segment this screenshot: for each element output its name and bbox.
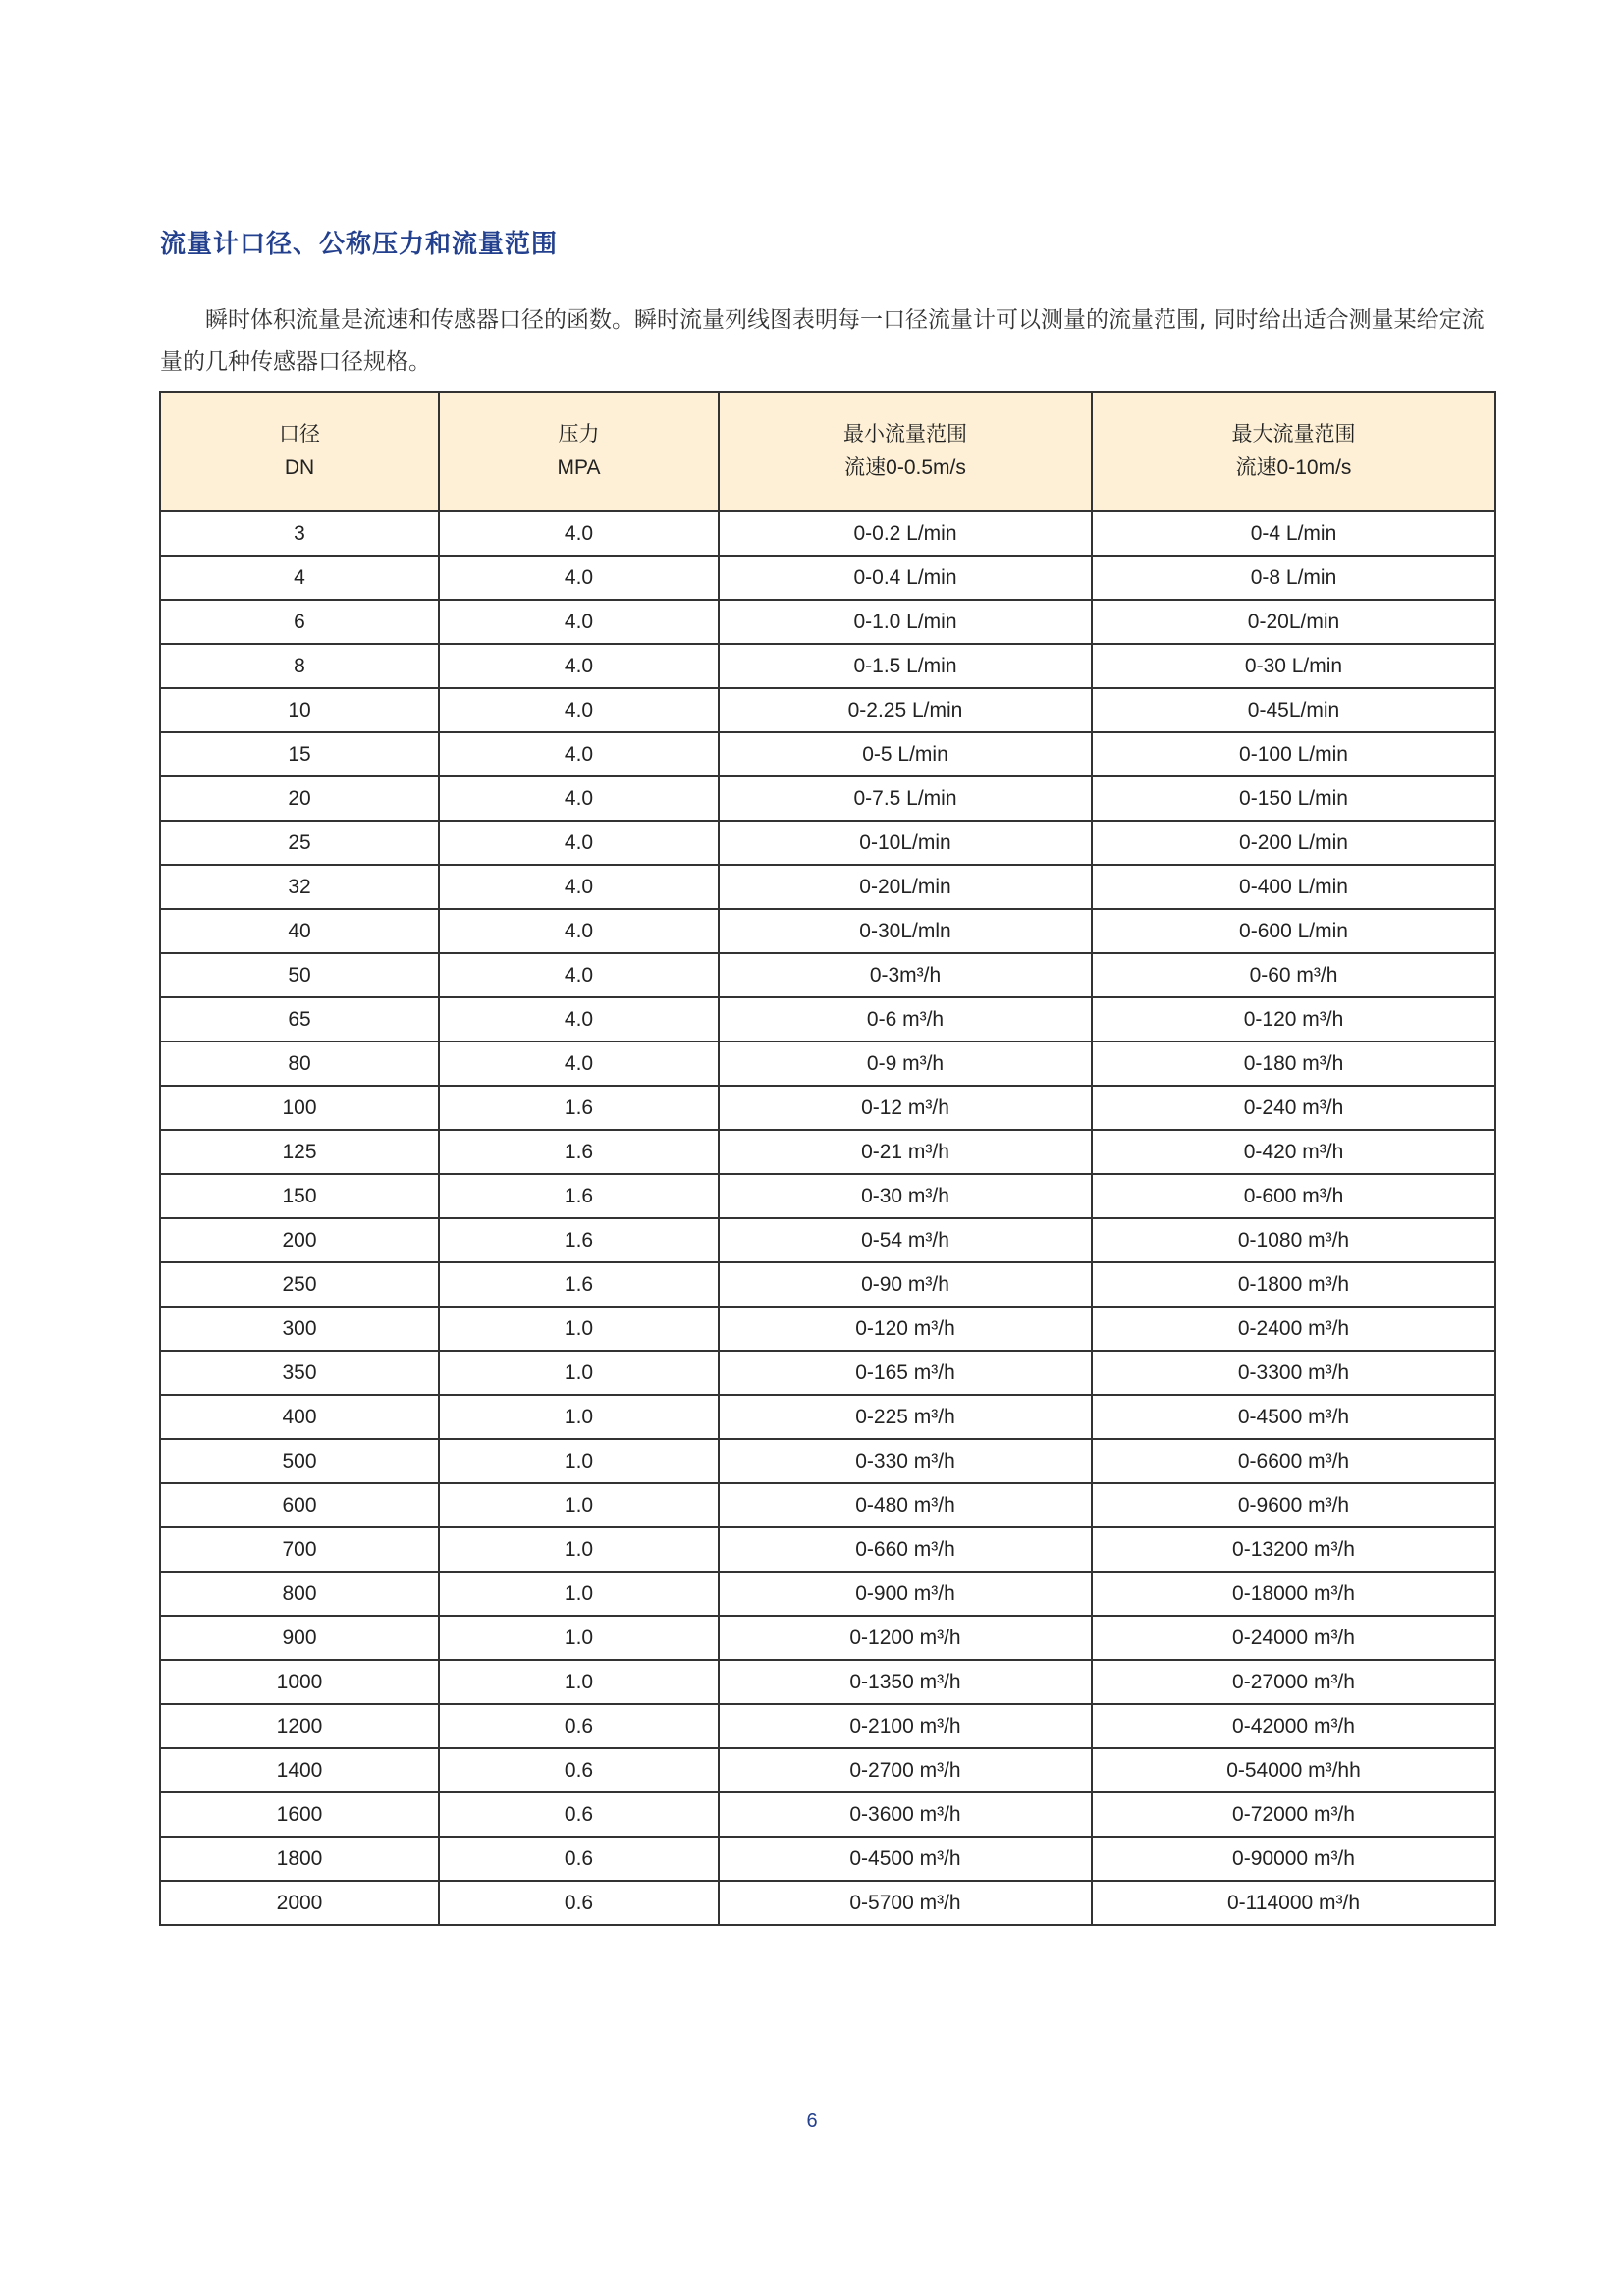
cell-min-flow: 0-20L/min <box>719 865 1092 909</box>
cell-diameter: 4 <box>160 556 439 600</box>
table-row <box>160 1660 1495 1704</box>
cell-diameter: 600 <box>160 1483 439 1527</box>
table-row <box>160 821 1495 865</box>
cell-max-flow: 0-18000 m³/h <box>1092 1572 1495 1616</box>
cell-pressure: 0.6 <box>439 1704 719 1748</box>
cell-pressure: 1.6 <box>439 1218 719 1262</box>
header-line2: 流速0-10m/s <box>1235 456 1352 479</box>
table-row <box>160 1792 1495 1837</box>
cell-pressure: 4.0 <box>439 865 719 909</box>
cell-max-flow: 0-6600 m³/h <box>1092 1439 1495 1483</box>
header-line2: DN <box>284 456 315 479</box>
cell-max-flow: 0-4500 m³/h <box>1092 1395 1495 1439</box>
cell-pressure: 0.6 <box>439 1881 719 1925</box>
table-row <box>160 1837 1495 1881</box>
table-header-row <box>160 392 1495 511</box>
cell-min-flow: 0-2100 m³/h <box>719 1704 1092 1748</box>
cell-diameter: 1800 <box>160 1837 439 1881</box>
cell-pressure: 4.0 <box>439 821 719 865</box>
cell-max-flow: 0-27000 m³/h <box>1092 1660 1495 1704</box>
table-body <box>160 511 1495 1925</box>
table-row <box>160 1881 1495 1925</box>
cell-pressure: 1.6 <box>439 1086 719 1130</box>
cell-min-flow: 0-2700 m³/h <box>719 1748 1092 1792</box>
header-line1: 最大流量范围 <box>1231 423 1356 446</box>
cell-min-flow: 0-90 m³/h <box>719 1262 1092 1307</box>
cell-diameter: 1400 <box>160 1748 439 1792</box>
header-max-flow <box>1092 392 1495 511</box>
cell-pressure: 4.0 <box>439 909 719 953</box>
cell-max-flow: 0-20L/min <box>1092 600 1495 644</box>
table-row <box>160 1439 1495 1483</box>
cell-min-flow: 0-7.5 L/min <box>719 776 1092 821</box>
cell-min-flow: 0-4500 m³/h <box>719 1837 1092 1881</box>
table-row <box>160 1307 1495 1351</box>
cell-max-flow: 0-420 m³/h <box>1092 1130 1495 1174</box>
cell-min-flow: 0-30L/mln <box>719 909 1092 953</box>
cell-pressure: 1.0 <box>439 1527 719 1572</box>
cell-pressure: 1.0 <box>439 1307 719 1351</box>
cell-min-flow: 0-660 m³/h <box>719 1527 1092 1572</box>
cell-min-flow: 0-120 m³/h <box>719 1307 1092 1351</box>
header-diameter <box>160 392 439 511</box>
cell-diameter: 500 <box>160 1439 439 1483</box>
table-row <box>160 1483 1495 1527</box>
header-line2: 流速0-0.5m/s <box>844 456 966 479</box>
header-line1: 口径 <box>279 423 320 446</box>
cell-pressure: 0.6 <box>439 1748 719 1792</box>
table-row <box>160 1704 1495 1748</box>
cell-diameter: 125 <box>160 1130 439 1174</box>
cell-max-flow: 0-54000 m³/hh <box>1092 1748 1495 1792</box>
cell-max-flow: 0-8 L/min <box>1092 556 1495 600</box>
table-row <box>160 511 1495 556</box>
cell-min-flow: 0-330 m³/h <box>719 1439 1092 1483</box>
cell-pressure: 4.0 <box>439 1041 719 1086</box>
cell-diameter: 700 <box>160 1527 439 1572</box>
header-line1: 最小流量范围 <box>843 423 967 446</box>
cell-max-flow: 0-180 m³/h <box>1092 1041 1495 1086</box>
table-row <box>160 1041 1495 1086</box>
cell-min-flow: 0-2.25 L/min <box>719 688 1092 732</box>
cell-min-flow: 0-21 m³/h <box>719 1130 1092 1174</box>
cell-min-flow: 0-54 m³/h <box>719 1218 1092 1262</box>
cell-min-flow: 0-480 m³/h <box>719 1483 1092 1527</box>
table-row <box>160 1130 1495 1174</box>
cell-pressure: 1.6 <box>439 1174 719 1218</box>
table-row <box>160 1218 1495 1262</box>
cell-max-flow: 0-150 L/min <box>1092 776 1495 821</box>
table-row <box>160 644 1495 688</box>
cell-pressure: 1.0 <box>439 1351 719 1395</box>
table-row <box>160 1262 1495 1307</box>
cell-max-flow: 0-60 m³/h <box>1092 953 1495 997</box>
cell-min-flow: 0-0.2 L/min <box>719 511 1092 556</box>
cell-max-flow: 0-72000 m³/h <box>1092 1792 1495 1837</box>
cell-diameter: 15 <box>160 732 439 776</box>
cell-max-flow: 0-400 L/min <box>1092 865 1495 909</box>
cell-diameter: 300 <box>160 1307 439 1351</box>
cell-diameter: 2000 <box>160 1881 439 1925</box>
table-row <box>160 1572 1495 1616</box>
cell-diameter: 6 <box>160 600 439 644</box>
cell-min-flow: 0-1.5 L/min <box>719 644 1092 688</box>
cell-max-flow: 0-600 L/min <box>1092 909 1495 953</box>
cell-max-flow: 0-24000 m³/h <box>1092 1616 1495 1660</box>
cell-diameter: 50 <box>160 953 439 997</box>
cell-pressure: 4.0 <box>439 997 719 1041</box>
cell-diameter: 20 <box>160 776 439 821</box>
cell-diameter: 1000 <box>160 1660 439 1704</box>
table-row <box>160 997 1495 1041</box>
cell-diameter: 1200 <box>160 1704 439 1748</box>
cell-min-flow: 0-3600 m³/h <box>719 1792 1092 1837</box>
cell-max-flow: 0-90000 m³/h <box>1092 1837 1495 1881</box>
cell-diameter: 400 <box>160 1395 439 1439</box>
cell-diameter: 80 <box>160 1041 439 1086</box>
cell-diameter: 150 <box>160 1174 439 1218</box>
header-line2: MPA <box>557 456 601 479</box>
cell-diameter: 1600 <box>160 1792 439 1837</box>
cell-min-flow: 0-0.4 L/min <box>719 556 1092 600</box>
page-number: 6 <box>806 2110 818 2132</box>
cell-pressure: 1.0 <box>439 1660 719 1704</box>
cell-min-flow: 0-6 m³/h <box>719 997 1092 1041</box>
cell-pressure: 1.6 <box>439 1130 719 1174</box>
cell-max-flow: 0-100 L/min <box>1092 732 1495 776</box>
cell-min-flow: 0-9 m³/h <box>719 1041 1092 1086</box>
table-row <box>160 1086 1495 1130</box>
cell-pressure: 1.0 <box>439 1572 719 1616</box>
header-pressure <box>439 392 719 511</box>
cell-pressure: 4.0 <box>439 600 719 644</box>
cell-max-flow: 0-30 L/min <box>1092 644 1495 688</box>
cell-diameter: 800 <box>160 1572 439 1616</box>
cell-diameter: 32 <box>160 865 439 909</box>
cell-max-flow: 0-13200 m³/h <box>1092 1527 1495 1572</box>
cell-max-flow: 0-45L/min <box>1092 688 1495 732</box>
flow-range-table <box>159 391 1496 1926</box>
table-row <box>160 776 1495 821</box>
cell-min-flow: 0-225 m³/h <box>719 1395 1092 1439</box>
table-row <box>160 1351 1495 1395</box>
cell-pressure: 1.0 <box>439 1439 719 1483</box>
cell-max-flow: 0-120 m³/h <box>1092 997 1495 1041</box>
cell-min-flow: 0-1.0 L/min <box>719 600 1092 644</box>
table-row <box>160 909 1495 953</box>
cell-diameter: 40 <box>160 909 439 953</box>
table-row <box>160 953 1495 997</box>
cell-max-flow: 0-2400 m³/h <box>1092 1307 1495 1351</box>
cell-max-flow: 0-1800 m³/h <box>1092 1262 1495 1307</box>
cell-pressure: 0.6 <box>439 1837 719 1881</box>
cell-pressure: 4.0 <box>439 776 719 821</box>
cell-max-flow: 0-240 m³/h <box>1092 1086 1495 1130</box>
cell-diameter: 200 <box>160 1218 439 1262</box>
cell-min-flow: 0-10L/min <box>719 821 1092 865</box>
cell-min-flow: 0-1350 m³/h <box>719 1660 1092 1704</box>
cell-pressure: 4.0 <box>439 511 719 556</box>
cell-diameter: 350 <box>160 1351 439 1395</box>
cell-pressure: 4.0 <box>439 688 719 732</box>
header-min-flow <box>719 392 1092 511</box>
cell-pressure: 4.0 <box>439 644 719 688</box>
cell-min-flow: 0-5700 m³/h <box>719 1881 1092 1925</box>
cell-min-flow: 0-30 m³/h <box>719 1174 1092 1218</box>
cell-min-flow: 0-1200 m³/h <box>719 1616 1092 1660</box>
table-row <box>160 732 1495 776</box>
table-row <box>160 865 1495 909</box>
table-row <box>160 688 1495 732</box>
cell-pressure: 4.0 <box>439 953 719 997</box>
table-row <box>160 1395 1495 1439</box>
cell-min-flow: 0-12 m³/h <box>719 1086 1092 1130</box>
section-title: 流量计口径、公称压力和流量范围 <box>160 230 559 259</box>
cell-pressure: 1.0 <box>439 1483 719 1527</box>
cell-diameter: 250 <box>160 1262 439 1307</box>
cell-min-flow: 0-5 L/min <box>719 732 1092 776</box>
cell-diameter: 900 <box>160 1616 439 1660</box>
cell-max-flow: 0-4 L/min <box>1092 511 1495 556</box>
table-row <box>160 1616 1495 1660</box>
cell-max-flow: 0-600 m³/h <box>1092 1174 1495 1218</box>
cell-diameter: 100 <box>160 1086 439 1130</box>
cell-pressure: 1.0 <box>439 1616 719 1660</box>
cell-pressure: 4.0 <box>439 556 719 600</box>
cell-max-flow: 0-42000 m³/h <box>1092 1704 1495 1748</box>
intro-paragraph: 瞬时体积流量是流速和传感器口径的函数。瞬时流量列线图表明每一口径流量计可以测量的流量范围, 同时给出适合测量某给定流量的几种传感器口径规格。 <box>160 307 1485 375</box>
cell-diameter: 10 <box>160 688 439 732</box>
table-row <box>160 600 1495 644</box>
cell-min-flow: 0-3m³/h <box>719 953 1092 997</box>
table-row <box>160 1174 1495 1218</box>
cell-pressure: 1.6 <box>439 1262 719 1307</box>
cell-max-flow: 0-3300 m³/h <box>1092 1351 1495 1395</box>
table-row <box>160 556 1495 600</box>
table-row <box>160 1527 1495 1572</box>
table-row <box>160 1748 1495 1792</box>
cell-diameter: 25 <box>160 821 439 865</box>
cell-diameter: 65 <box>160 997 439 1041</box>
cell-diameter: 3 <box>160 511 439 556</box>
header-line1: 压力 <box>558 423 600 446</box>
cell-max-flow: 0-9600 m³/h <box>1092 1483 1495 1527</box>
cell-max-flow: 0-1080 m³/h <box>1092 1218 1495 1262</box>
cell-max-flow: 0-114000 m³/h <box>1092 1881 1495 1925</box>
cell-pressure: 1.0 <box>439 1395 719 1439</box>
cell-max-flow: 0-200 L/min <box>1092 821 1495 865</box>
cell-min-flow: 0-900 m³/h <box>719 1572 1092 1616</box>
cell-min-flow: 0-165 m³/h <box>719 1351 1092 1395</box>
cell-pressure: 4.0 <box>439 732 719 776</box>
cell-diameter: 8 <box>160 644 439 688</box>
cell-pressure: 0.6 <box>439 1792 719 1837</box>
